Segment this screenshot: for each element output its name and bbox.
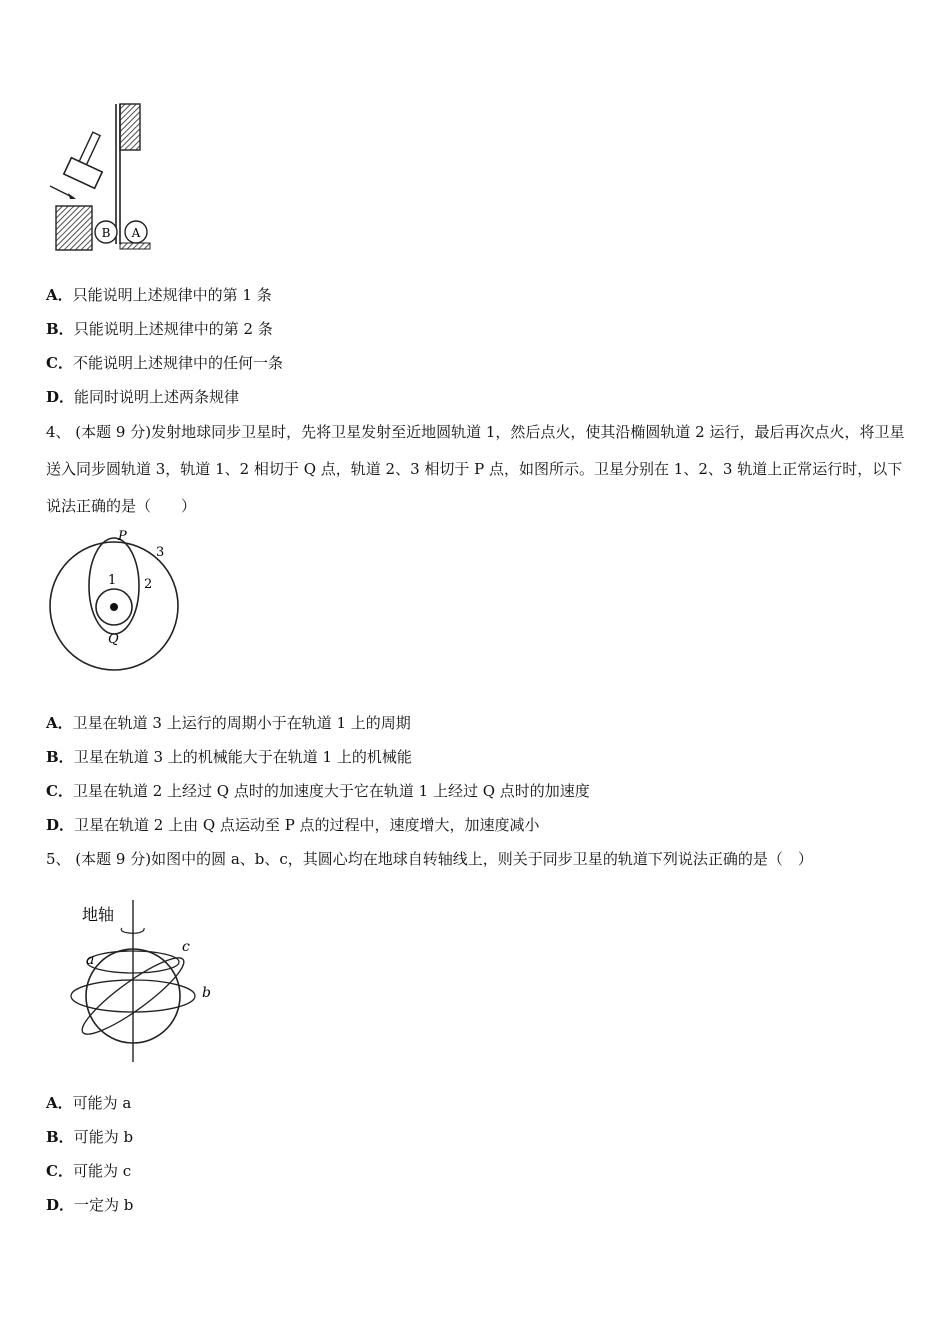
q4-option-d — [46, 815, 540, 835]
option-text: 卫星在轨道 2 上由 Q 点运动至 P 点的过程中，速度增大，加速度减小 — [74, 816, 540, 834]
option-letter: C． — [46, 1162, 73, 1180]
option-letter: B． — [46, 1128, 74, 1146]
orbit-c-label: c — [182, 939, 190, 955]
option-letter: B． — [46, 320, 74, 338]
orbit-b-label: b — [202, 985, 211, 1001]
orbit-q-label: Q — [108, 632, 119, 647]
option-text: 能同时说明上述两条规律 — [74, 388, 240, 406]
option-letter: A． — [46, 286, 73, 304]
option-text: 不能说明上述规律中的任何一条 — [72, 354, 283, 372]
option-text: 一定为 b — [74, 1196, 134, 1214]
q5-option-d — [46, 1195, 133, 1215]
figure-earth-axis — [46, 884, 226, 1070]
q4-question-text: 4、 (本题 9 分)发射地球同步卫星时，先将卫星发射至近地圆轨道 1，然后点火，使其沿椭圆轨道 2 运行，最后再次点火，将卫星送入同步圆轨道 3，轨道 1、2 相切于 Q 点，轨道 2、3 相切于 P 点，如图所示。卫星分别在 1、2、3 轨道上正常运行时，以下说法正确的是（ ） — [46, 423, 905, 515]
orbit-1-label: 1 — [108, 573, 117, 588]
option-text: 可能为 a — [72, 1094, 132, 1112]
option-letter: C． — [46, 782, 73, 800]
option-letter: D． — [46, 816, 75, 834]
option-text: 可能为 b — [73, 1128, 134, 1146]
option-letter: A． — [46, 1094, 73, 1112]
orbit-3-label: 3 — [156, 545, 165, 560]
q3-option-a — [46, 285, 272, 305]
q4-option-c — [46, 781, 590, 801]
option-text: 卫星在轨道 3 上运行的周期小于在轨道 1 上的周期 — [72, 714, 411, 732]
option-text: 只能说明上述规律中的第 1 条 — [72, 286, 272, 304]
option-letter: A． — [46, 714, 73, 732]
option-text: 可能为 c — [72, 1162, 132, 1180]
figure-hammer-experiment — [40, 98, 170, 258]
q3-option-d — [46, 387, 239, 407]
sphere-a-label: A — [131, 226, 141, 240]
orbit-a-label: a — [86, 952, 95, 968]
figure-orbits — [44, 526, 184, 676]
axis-label: 地轴 — [82, 905, 115, 924]
q4-option-b — [46, 747, 412, 767]
option-text: 卫星在轨道 2 上经过 Q 点时的加速度大于它在轨道 1 上经过 Q 点时的加速度 — [72, 782, 590, 800]
q5-option-a — [46, 1093, 131, 1113]
option-letter: D． — [46, 388, 75, 406]
q3-option-b — [46, 319, 273, 339]
q5-option-c — [46, 1161, 131, 1181]
q5-question-text: 5、 (本题 9 分)如图中的圆 a、b、c，其圆心均在地球自转轴线上，则关于同步卫星的轨道下列说法正确的是（ ） — [46, 850, 813, 868]
option-letter: D． — [46, 1196, 75, 1214]
option-letter: C． — [46, 354, 73, 372]
option-letter: B． — [46, 748, 74, 766]
option-text: 只能说明上述规律中的第 2 条 — [73, 320, 273, 338]
sphere-b-label: B — [101, 226, 111, 240]
orbit-p-label: P — [118, 529, 127, 544]
q4-option-a — [46, 713, 411, 733]
q3-option-c — [46, 353, 283, 373]
orbit-2-label: 2 — [144, 577, 153, 592]
option-text: 卫星在轨道 3 上的机械能大于在轨道 1 上的机械能 — [73, 748, 412, 766]
q5-option-b — [46, 1127, 133, 1147]
